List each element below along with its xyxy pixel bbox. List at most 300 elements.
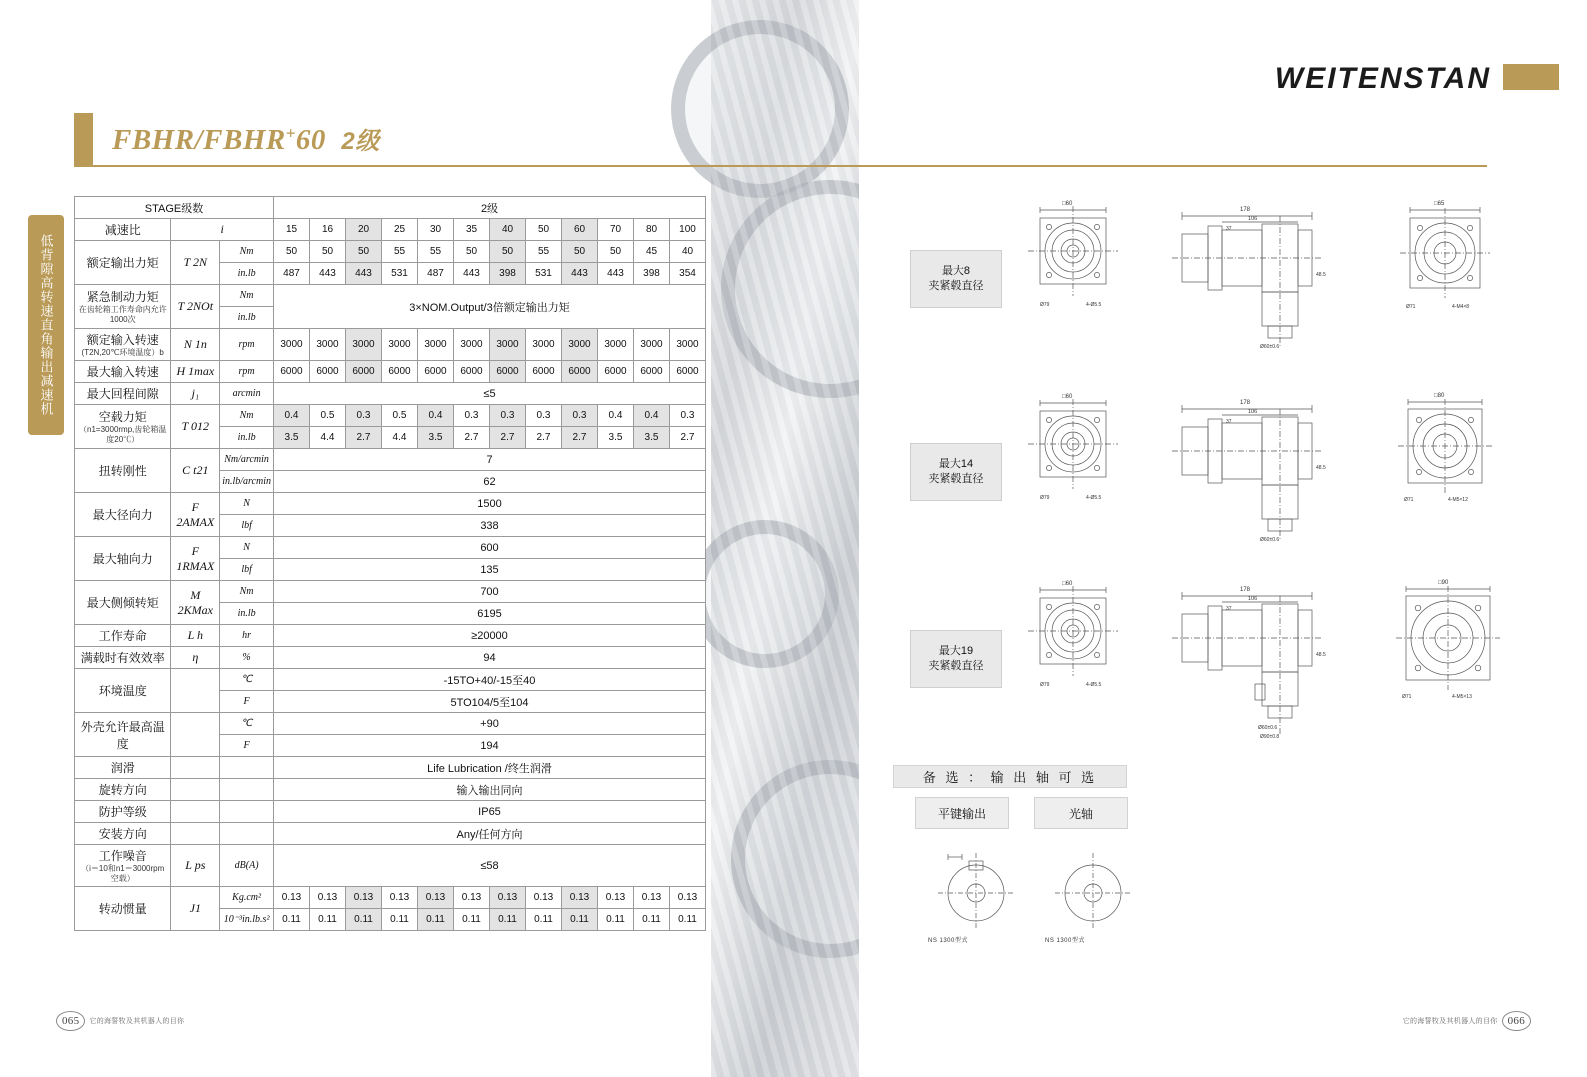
table-row (75, 285, 706, 307)
table-row (75, 537, 706, 559)
cell: 3000 (454, 329, 490, 361)
cell: 0.4 (274, 405, 310, 427)
front-view-drawing-2 (1018, 389, 1128, 524)
row-span-value: 135 (274, 559, 706, 581)
clamp-diameter-box-2 (910, 443, 1002, 501)
svg-text:48.5: 48.5 (1316, 465, 1326, 471)
svg-text:□60: □60 (1062, 581, 1073, 587)
clamp-box-line1: 最大19 (938, 645, 974, 657)
ratio-label: 减速比 (75, 219, 171, 241)
svg-text:□80: □80 (1434, 393, 1445, 399)
table-row (75, 887, 706, 909)
side-view-drawing-2 (1160, 389, 1370, 549)
cell: 6000 (670, 361, 706, 383)
cell: 6000 (634, 361, 670, 383)
row-symbol (171, 713, 220, 757)
table-row (75, 779, 706, 801)
row-unit: Nm (220, 241, 274, 263)
row-unit (220, 823, 274, 845)
row-sublabel: (T2N,20℃环境温度）b (81, 348, 164, 357)
cell: 0.3 (454, 405, 490, 427)
cell: 3000 (670, 329, 706, 361)
row-label: 外壳允许最高温度 (75, 713, 171, 757)
cell: 0.11 (670, 909, 706, 931)
page-number-left: 065 (56, 1011, 85, 1031)
row-unit: N (220, 493, 274, 515)
cell: 398 (634, 263, 670, 285)
row-label: 满载时有效效率 (75, 647, 171, 669)
table-row (75, 219, 706, 241)
cell: 0.11 (454, 909, 490, 931)
svg-text:4-Ø5.5: 4-Ø5.5 (1086, 495, 1102, 501)
page-title (112, 121, 380, 157)
table-row (75, 845, 706, 887)
row-span-value: ≥20000 (274, 625, 706, 647)
row-symbol: H 1max (171, 361, 220, 383)
cell: 0.13 (382, 887, 418, 909)
row-symbol: T 012 (171, 405, 220, 449)
row-span-value: Any/任何方向 (274, 823, 706, 845)
cell: 3000 (490, 329, 526, 361)
row-label: 润滑 (75, 757, 171, 779)
cell: 50 (346, 241, 382, 263)
cell: 2.7 (346, 427, 382, 449)
cell: 45 (634, 241, 670, 263)
brand-accent-block (1503, 64, 1559, 90)
row-label-text: 额定输入转速 (86, 333, 159, 347)
cell: 0.4 (634, 405, 670, 427)
table-row (75, 383, 706, 405)
cell: 3.5 (418, 427, 454, 449)
footer-left (56, 1011, 184, 1031)
cell: 0.5 (310, 405, 346, 427)
cell: 3000 (346, 329, 382, 361)
cell: 0.13 (454, 887, 490, 909)
clamp-diameter-box-1 (910, 250, 1002, 308)
row-unit: Kg.cm² (220, 887, 274, 909)
row-span-value: -15TO+40/-15至40 (274, 669, 706, 691)
ratio-cell: 35 (454, 219, 490, 241)
row-span-value: 6195 (274, 603, 706, 625)
row-label: 最大侧倾转矩 (75, 581, 171, 625)
ratio-cell: 100 (670, 219, 706, 241)
row-label (75, 845, 171, 887)
cell: 0.11 (346, 909, 382, 931)
table-row (75, 493, 706, 515)
row-span-value: 7 (274, 449, 706, 471)
row-label (75, 285, 171, 329)
cell: 0.3 (562, 405, 598, 427)
row-sublabel: 在齿轮箱工作寿命内允许1000次 (78, 305, 167, 324)
row-unit (220, 779, 274, 801)
option-smooth-shaft[interactable] (1034, 797, 1128, 829)
cell: 0.4 (598, 405, 634, 427)
keyed-shaft-drawing (928, 845, 1024, 935)
svg-text:Ø71: Ø71 (1402, 694, 1412, 700)
cell: 3000 (526, 329, 562, 361)
row-unit: dB(A) (220, 845, 274, 887)
cell: 6000 (490, 361, 526, 383)
row-span-value: 62 (274, 471, 706, 493)
cell: 3.5 (274, 427, 310, 449)
front-view-drawing-1 (1018, 196, 1128, 331)
svg-text:48.5: 48.5 (1316, 272, 1326, 278)
ratio-cell: 50 (526, 219, 562, 241)
ratio-cell: 60 (562, 219, 598, 241)
row-unit: Nm (220, 581, 274, 603)
svg-text:Ø60±0.6: Ø60±0.6 (1260, 537, 1280, 543)
cell: 0.3 (670, 405, 706, 427)
rear-view-drawing-2 (1390, 389, 1500, 524)
cell: 2.7 (490, 427, 526, 449)
clamp-diameter-box-3 (910, 630, 1002, 688)
cell: 443 (454, 263, 490, 285)
gear-shape (671, 20, 849, 198)
cell: 4.4 (310, 427, 346, 449)
cell: 55 (526, 241, 562, 263)
row-span-value: 1500 (274, 493, 706, 515)
cell: 6000 (382, 361, 418, 383)
option-key-output[interactable] (915, 797, 1009, 829)
cell: 0.13 (418, 887, 454, 909)
svg-text:37: 37 (1226, 226, 1232, 232)
svg-text:Ø71: Ø71 (1404, 497, 1414, 503)
row-symbol: N 1n (171, 329, 220, 361)
cell: 0.11 (274, 909, 310, 931)
row-span-value: 3×NOM.Output/3倍额定输出力矩 (274, 285, 706, 329)
row-label-text: 工作噪音 (98, 849, 147, 863)
clamp-box-line1: 最大8 (941, 265, 971, 277)
row-span-value: 700 (274, 581, 706, 603)
cell: 2.7 (562, 427, 598, 449)
cell: 55 (382, 241, 418, 263)
cell: 0.11 (382, 909, 418, 931)
row-unit: rpm (220, 361, 274, 383)
row-unit: in.lb (220, 603, 274, 625)
ratio-cell: 20 (346, 219, 382, 241)
cell: 50 (274, 241, 310, 263)
cell: 0.13 (526, 887, 562, 909)
cell: 6000 (454, 361, 490, 383)
keyed-shaft-caption: NS 1300型式 (928, 938, 968, 944)
cell: 2.7 (454, 427, 490, 449)
row-label: 额定输出力矩 (75, 241, 171, 285)
row-unit: in.lb (220, 307, 274, 329)
cell: 3000 (562, 329, 598, 361)
cell: 0.13 (598, 887, 634, 909)
row-symbol: C t21 (171, 449, 220, 493)
title-accent-bar (74, 113, 93, 166)
row-symbol (171, 669, 220, 713)
cell: 6000 (418, 361, 454, 383)
cell: 3.5 (598, 427, 634, 449)
row-label-text: 紧急制动力矩 (86, 290, 159, 304)
title-main: FBHR/FBHR (112, 124, 286, 156)
cell: 50 (490, 241, 526, 263)
row-span-value: ≤58 (274, 845, 706, 887)
cell: 4.4 (382, 427, 418, 449)
cell: 0.13 (562, 887, 598, 909)
row-unit: 10⁻³in.lb.s² (220, 909, 274, 931)
brand-logo: WEITENSTAN (1274, 62, 1491, 95)
cell: 0.13 (310, 887, 346, 909)
svg-text:48.5: 48.5 (1316, 652, 1326, 658)
row-symbol: M 2KMax (171, 581, 220, 625)
row-label: 环境温度 (75, 669, 171, 713)
title-model: 60 (295, 124, 326, 156)
row-unit: lbf (220, 515, 274, 537)
cell: 0.3 (490, 405, 526, 427)
cell: 487 (418, 263, 454, 285)
cell: 0.5 (382, 405, 418, 427)
row-unit: in.lb (220, 263, 274, 285)
row-symbol: L ps (171, 845, 220, 887)
svg-text:106: 106 (1248, 596, 1258, 602)
row-symbol: F 1RMAX (171, 537, 220, 581)
cell: 6000 (562, 361, 598, 383)
table-body (75, 197, 706, 931)
cell: 0.11 (526, 909, 562, 931)
page-number-right: 066 (1502, 1011, 1531, 1031)
footer-right-text: 它的海誓牧及其机器人的目你 (1402, 1018, 1498, 1025)
svg-text:□60: □60 (1062, 201, 1073, 207)
title-superscript: + (285, 123, 296, 143)
cell: 3000 (598, 329, 634, 361)
table-row (75, 241, 706, 263)
svg-text:178: 178 (1240, 587, 1251, 593)
row-symbol: L h (171, 625, 220, 647)
clamp-box-line1: 最大14 (938, 458, 974, 470)
row-unit: F (220, 735, 274, 757)
row-symbol: j₁ (171, 383, 220, 405)
svg-text:106: 106 (1248, 409, 1258, 415)
row-unit (220, 757, 274, 779)
row-span-value: IP65 (274, 801, 706, 823)
cell: 354 (670, 263, 706, 285)
row-sublabel: （i＝10和n1＝3000rpm 空载） (81, 864, 165, 883)
row-unit: in.lb/arcmin (220, 471, 274, 493)
footer-right (1403, 1011, 1531, 1031)
row-symbol: η (171, 647, 220, 669)
row-label: 旋转方向 (75, 779, 171, 801)
svg-text:□65: □65 (1434, 201, 1445, 207)
row-unit: F (220, 691, 274, 713)
cell: 3000 (310, 329, 346, 361)
row-unit: % (220, 647, 274, 669)
svg-text:Ø79: Ø79 (1040, 495, 1050, 501)
row-label (75, 405, 171, 449)
row-unit: in.lb (220, 427, 274, 449)
row-span-value: +90 (274, 713, 706, 735)
row-unit: N (220, 537, 274, 559)
svg-text:Ø60±0.6: Ø60±0.6 (1258, 725, 1278, 731)
cell: 443 (562, 263, 598, 285)
svg-text:□60: □60 (1062, 394, 1073, 400)
cell: 0.13 (346, 887, 382, 909)
svg-text:4-Ø5.5: 4-Ø5.5 (1086, 302, 1102, 308)
table-row (75, 625, 706, 647)
row-unit: arcmin (220, 383, 274, 405)
ratio-cell: 40 (490, 219, 526, 241)
svg-text:4-M5×13: 4-M5×13 (1452, 694, 1472, 700)
option-label: 光轴 (1068, 806, 1093, 821)
cell: 50 (310, 241, 346, 263)
table-row (75, 713, 706, 735)
cell: 2.7 (526, 427, 562, 449)
side-view-drawing-1 (1160, 196, 1370, 356)
svg-text:Ø79: Ø79 (1040, 302, 1050, 308)
svg-text:37: 37 (1226, 606, 1232, 612)
row-unit: ℃ (220, 713, 274, 735)
side-tab-label: 低背隙高转速直角输出减速机 (28, 215, 64, 435)
row-symbol: T 2NOt (171, 285, 220, 329)
table-row (75, 361, 706, 383)
svg-text:4-M5×12: 4-M5×12 (1448, 497, 1468, 503)
gear-shape (691, 520, 839, 668)
ratio-cell: 70 (598, 219, 634, 241)
ratio-cell: 25 (382, 219, 418, 241)
rear-view-drawing-3 (1390, 576, 1510, 716)
cell: 443 (310, 263, 346, 285)
cell: 0.11 (634, 909, 670, 931)
cell: 0.13 (490, 887, 526, 909)
svg-text:106: 106 (1248, 216, 1258, 222)
cell: 3000 (274, 329, 310, 361)
smooth-shaft-caption: NS 1300型式 (1045, 938, 1085, 944)
row-span-value: ≤5 (274, 383, 706, 405)
row-label: 防护等级 (75, 801, 171, 823)
ratio-cell: 80 (634, 219, 670, 241)
cell: 443 (346, 263, 382, 285)
cell: 40 (670, 241, 706, 263)
cell: 531 (382, 263, 418, 285)
table-row (75, 329, 706, 361)
clamp-box-line2: 夹紧毂直径 (928, 660, 984, 672)
cell: 3000 (634, 329, 670, 361)
optional-output-header: 备 选 ： 输 出 轴 可 选 (893, 765, 1127, 788)
row-span-value: Life Lubrication /终生润滑 (274, 757, 706, 779)
svg-text:4-M4×8: 4-M4×8 (1452, 304, 1470, 310)
ratio-cell: 30 (418, 219, 454, 241)
title-underline (74, 165, 1487, 167)
row-unit: Nm/arcmin (220, 449, 274, 471)
cell: 50 (454, 241, 490, 263)
row-span-value: 194 (274, 735, 706, 757)
front-view-drawing-3 (1018, 576, 1128, 711)
row-span-value: 输入输出同向 (274, 779, 706, 801)
svg-text:178: 178 (1240, 207, 1251, 213)
cell: 0.11 (310, 909, 346, 931)
row-span-value: 338 (274, 515, 706, 537)
row-symbol (171, 801, 220, 823)
row-label: 最大回程间隙 (75, 383, 171, 405)
row-unit: lbf (220, 559, 274, 581)
row-label: 扭转刚性 (75, 449, 171, 493)
row-label: 转动惯量 (75, 887, 171, 931)
cell: 0.3 (526, 405, 562, 427)
cell: 0.13 (634, 887, 670, 909)
cell: 3000 (418, 329, 454, 361)
cell: 398 (490, 263, 526, 285)
cell: 3.5 (634, 427, 670, 449)
cell: 0.11 (598, 909, 634, 931)
cell: 6000 (598, 361, 634, 383)
cell: 0.4 (418, 405, 454, 427)
clamp-box-line2: 夹紧毂直径 (928, 473, 984, 485)
svg-text:□90: □90 (1438, 580, 1449, 586)
row-unit (220, 801, 274, 823)
svg-text:Ø60±0.6: Ø60±0.6 (1260, 344, 1280, 350)
cell: 55 (418, 241, 454, 263)
page-title-block (74, 113, 1487, 166)
row-label (75, 329, 171, 361)
cell: 6000 (274, 361, 310, 383)
option-label: 平键输出 (937, 806, 986, 821)
svg-text:178: 178 (1240, 400, 1251, 406)
cell: 531 (526, 263, 562, 285)
row-span-value: 600 (274, 537, 706, 559)
row-unit: hr (220, 625, 274, 647)
row-span-value: 94 (274, 647, 706, 669)
row-symbol: J1 (171, 887, 220, 931)
row-label: 安装方向 (75, 823, 171, 845)
cell: 6000 (526, 361, 562, 383)
table-row (75, 823, 706, 845)
cell: 6000 (310, 361, 346, 383)
cell: 0.11 (418, 909, 454, 931)
footer-left-text: 它的海誓牧及其机器人的目你 (89, 1018, 185, 1025)
row-symbol: F 2AMAX (171, 493, 220, 537)
row-unit: ℃ (220, 669, 274, 691)
row-sublabel: （n1=3000rmp,齿轮箱温度20℃） (79, 425, 167, 444)
cell: 2.7 (670, 427, 706, 449)
table-row (75, 405, 706, 427)
specification-table (74, 196, 706, 931)
cell: 0.11 (562, 909, 598, 931)
svg-text:Ø79: Ø79 (1040, 682, 1050, 688)
title-cn: 2级 (341, 128, 380, 155)
svg-text:37: 37 (1226, 419, 1232, 425)
ratio-cell: 15 (274, 219, 310, 241)
row-label: 最大径向力 (75, 493, 171, 537)
table-row (75, 197, 706, 219)
svg-text:Ø71: Ø71 (1406, 304, 1416, 310)
table-row (75, 801, 706, 823)
cell: 443 (598, 263, 634, 285)
smooth-shaft-drawing (1045, 845, 1141, 935)
row-label: 最大输入转速 (75, 361, 171, 383)
row-symbol (171, 823, 220, 845)
row-unit: Nm (220, 285, 274, 307)
cell: 0.13 (670, 887, 706, 909)
ratio-symbol: i (171, 219, 274, 241)
table-row (75, 449, 706, 471)
cell: 50 (598, 241, 634, 263)
side-view-drawing-3 (1160, 576, 1370, 746)
row-unit: Nm (220, 405, 274, 427)
row-label: 最大轴向力 (75, 537, 171, 581)
cell: 0.3 (346, 405, 382, 427)
cell: 487 (274, 263, 310, 285)
svg-text:Ø90±0.8: Ø90±0.8 (1260, 734, 1280, 740)
cell: 50 (562, 241, 598, 263)
stage-header-label: STAGE级数 (75, 197, 274, 219)
svg-text:4-Ø5.5: 4-Ø5.5 (1086, 682, 1102, 688)
row-label: 工作寿命 (75, 625, 171, 647)
cell: 0.13 (274, 887, 310, 909)
cell: 3000 (382, 329, 418, 361)
row-span-value: 5TO104/5至104 (274, 691, 706, 713)
